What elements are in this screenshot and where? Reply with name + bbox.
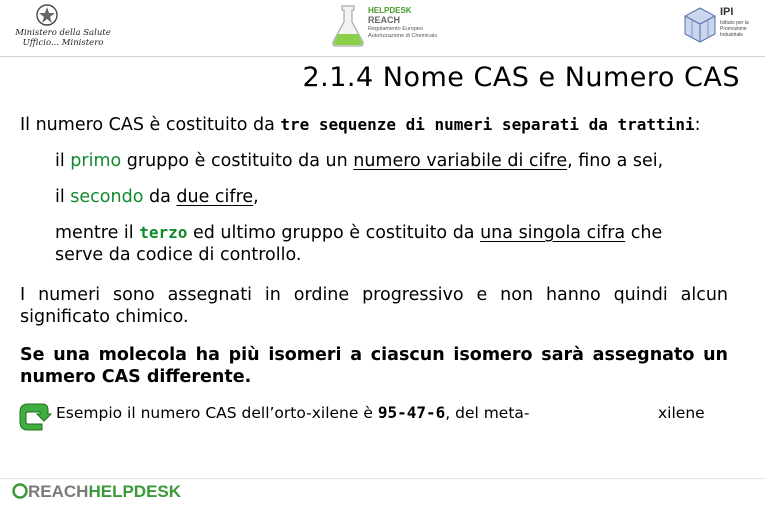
cube-icon [683,6,717,44]
cas-number: 95-47-6 [377,403,446,422]
keyword-primo: primo [70,151,122,171]
footer-divider [0,478,765,479]
helpdesk-logo [330,4,440,48]
bullet-text: il [55,187,71,207]
bullet-text: da [143,187,177,207]
example-text: , del meta- [445,404,530,422]
helpdesk-logo-line1: HELPDESK [368,6,412,15]
bullet-text: che [625,223,663,243]
bullet-secondo [55,186,755,208]
page-title: 2.1.4 Nome CAS e Numero CAS [302,62,740,93]
bullet-primo [55,150,755,172]
paragraph-line: I numeri sono assegnati in ordine progressivo e non hanno quindi alcun [20,285,728,305]
intro-prefix: Il numero CAS è costituito da [20,115,281,135]
header-divider [0,56,765,57]
example-text: Esempio il numero CAS dell’orto-xilene è [56,404,378,422]
bullet-text: ed ultimo gruppo è costituito da [187,223,481,243]
ipi-subtitle: Istituto per la Promozione Industriale [720,20,749,38]
helpdesk-logo-line3: Regolamento Europeo [368,26,424,32]
paragraph-isomers [20,344,728,388]
paragraph-line: Se una molecola ha più isomeri a ciascun isomero sarà assegnato un [20,345,728,365]
bullet-text: il [55,151,71,171]
ministry-logo [8,2,128,50]
bullet-text: mentre il [55,223,140,243]
bullet-text: , [253,187,259,207]
helpdesk-logo-line2: REACH [368,15,401,25]
intro-line [20,114,760,136]
example-line [56,402,756,424]
intro-highlight: tre sequenze di numeri separati da trattini [280,115,695,134]
flask-icon [330,4,366,48]
emblem-icon [34,2,60,28]
ipi-letters: IPI [720,6,734,18]
bullet-text-line2: serve da codice di controllo. [55,245,302,265]
reach-logo-icon [12,483,28,499]
footer-helpdesk: HELPDESK [88,482,182,501]
paragraph-line: significato chimico. [20,307,189,327]
ministry-text: Ministero della Salute Ufficio... Ministero [15,28,111,48]
underlined-text: una singola cifra [480,223,626,243]
bullet-text: gruppo è costituito da un [121,151,354,171]
underlined-text: numero variabile di cifre [353,151,568,171]
ipi-logo [683,4,755,46]
underlined-text: due cifre [176,187,254,207]
curved-arrow-icon [18,402,52,432]
helpdesk-logo-line4: Autorizzazione di Chemicals [368,33,438,39]
bullet-terzo [55,222,755,266]
keyword-secondo: secondo [70,187,144,207]
paragraph-progressive [20,284,728,328]
paragraph-line: numero CAS differente. [20,367,252,387]
example-line-end: xilene [658,404,705,422]
keyword-terzo: terzo [139,223,188,242]
footer-logo [12,482,181,502]
bullet-text: , fino a sei, [567,151,664,171]
intro-suffix: : [694,115,701,135]
footer-reach: REACH [28,482,89,501]
